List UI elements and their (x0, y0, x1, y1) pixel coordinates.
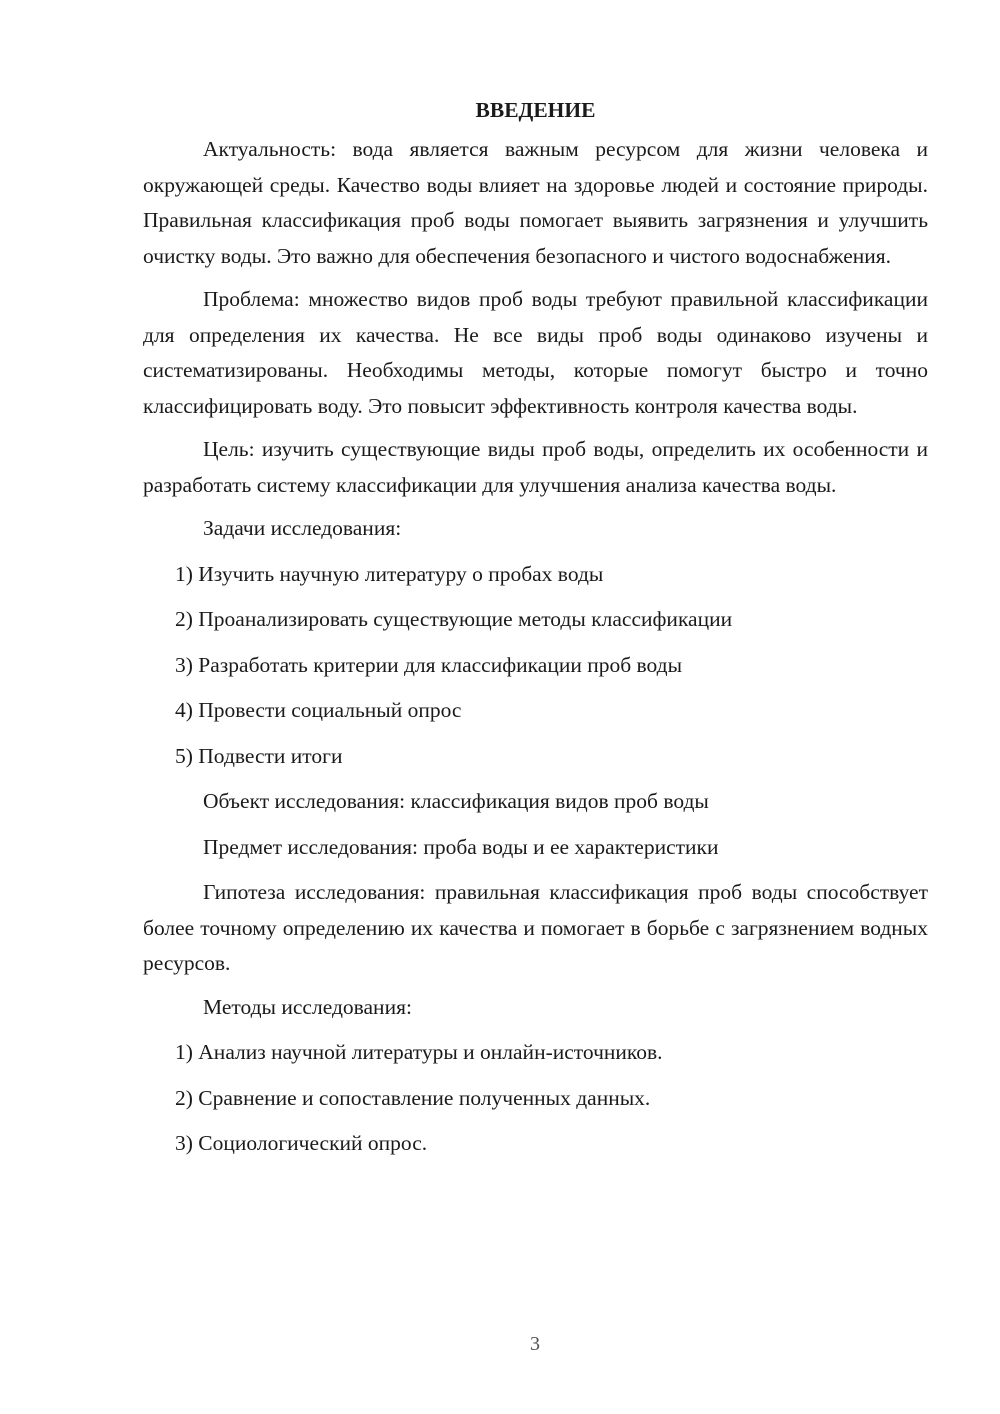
task-item: 3) Разработать критерии для классификации проб воды (175, 652, 683, 677)
section-title: ВВЕДЕНИЕ (475, 98, 596, 122)
subject-line: Предмет исследования: проба воды и ее характеристики (203, 834, 719, 859)
goal-paragraph: Цель: изучить существующие виды проб воды, определить их особенности и разработать систему классификации для улучшения анализа качества воды. (143, 437, 928, 497)
object-line: Объект исследования: классификация видов проб воды (203, 789, 709, 813)
task-item: 4) Провести социальный опрос (175, 698, 462, 722)
method-item: 1) Анализ научной литературы и онлайн-источников. (175, 1040, 663, 1064)
relevance-paragraph: Актуальность: вода является важным ресурсом для жизни человека и окружающей среды. Качество воды влияет на здоровье людей и состояние природы. Правильная классификация проб воды помогает выявить загрязнения и улучшить очистку воды. Это важно для обеспечения безопасного и чистого водоснабжения. (143, 137, 928, 268)
page-number: 3 (530, 1333, 540, 1355)
task-item: 1) Изучить научную литературу о пробах воды (175, 561, 604, 586)
method-item: 2) Сравнение и сопоставление полученных данных. (175, 1085, 651, 1110)
page-content (143, 96, 928, 1172)
task-item: 5) Подвести итоги (175, 743, 343, 768)
problem-paragraph: Проблема: множество видов проб воды требуют правильной классификации для определения их качества. Не все виды проб воды одинаково изучены и систематизированы. Необходимы методы, которые помогут быстро и точно классифицировать воду. Это повысит эффективность контроля качества воды. (143, 287, 928, 418)
hypothesis-paragraph: Гипотеза исследования: правильная классификация проб воды способствует более точному определению их качества и помогает в борьбе с загрязнением водных ресурсов. (143, 880, 928, 975)
methods-heading: Методы исследования: (203, 994, 412, 1019)
tasks-heading: Задачи исследования: (203, 516, 402, 540)
task-item: 2) Проанализировать существующие методы классификации (175, 607, 733, 631)
method-item: 3) Социологический опрос. (175, 1131, 428, 1155)
